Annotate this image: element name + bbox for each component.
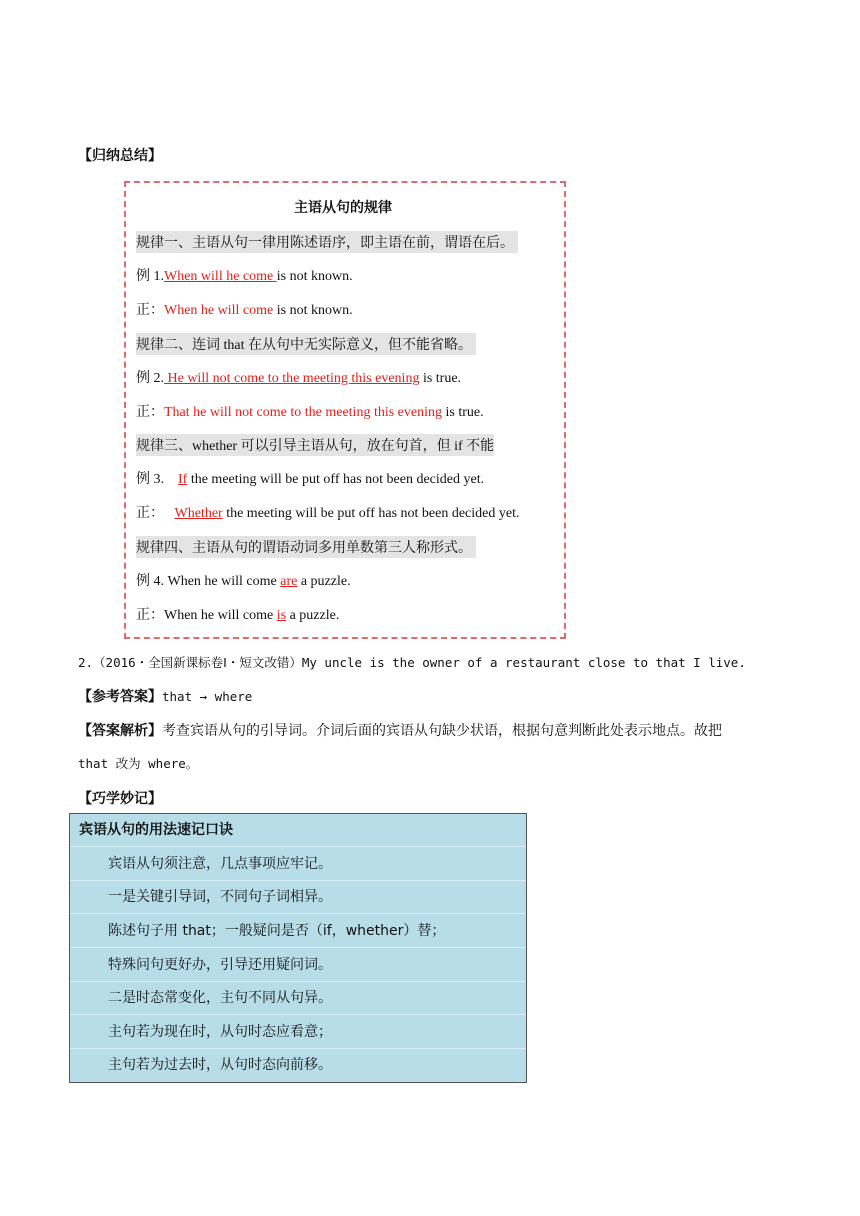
correction-2-fix: That he will not come to the meeting this evening [164, 405, 442, 420]
correction-3-rest: the meeting will be put off has not been decided yet. [222, 506, 520, 521]
example-1-error: When will he come [164, 269, 277, 284]
correction-1-prefix: 正： [136, 303, 164, 318]
example-2-rest: is true. [419, 371, 462, 386]
memo-line: 特殊问句更好办，引导还用疑问词。 [70, 949, 526, 982]
correction-3-prefix: 正： [136, 506, 175, 521]
memo-line: 主句若为过去时，从句时态向前移。 [108, 1057, 332, 1073]
example-3-rest: the meeting will be put off has not been decided yet. [187, 472, 485, 487]
answer-text: that → where [162, 689, 253, 704]
memo-line: 宾语从句须注意，几点事项应牢记。 [70, 848, 526, 881]
rule-1: 规律一、主语从句一律用陈述语序，即主语在前，谓语在后。 [136, 231, 518, 253]
example-1-rest: is not known. [276, 269, 353, 284]
memo-box [69, 813, 527, 1083]
correction-4-fix: is [276, 608, 287, 623]
example-2-prefix: 例 2. [136, 371, 164, 386]
analysis-text: 考查宾语从句的引导词。介词后面的宾语从句缺少状语，根据句意判断此处表示地点。故把 [162, 723, 722, 739]
correction-1-fix: When he will come [164, 303, 274, 318]
memo-line: 陈述句子用 that；一般疑问是否（if，whether）替； [70, 915, 526, 948]
analysis-text-continued: that 改为 where。 [78, 756, 199, 771]
correction-1 [136, 299, 353, 319]
example-4-error: are [280, 574, 298, 589]
correction-4-prefix: 正：When he will come [136, 608, 277, 623]
correction-2 [136, 401, 484, 421]
example-3-prefix: 例 3. [136, 472, 178, 487]
memo-title: 宾语从句的用法速记口诀 [70, 814, 526, 847]
memo-heading: 【巧学妙记】 [78, 791, 162, 807]
rule-3: 规律三、whether 可以引导主语从句，放在句首，但 if 不能 [136, 434, 494, 456]
memo-line: 主句若为现在时，从句时态应看意； [70, 1016, 526, 1049]
question-text: 2.（2016・全国新课标卷Ⅰ・短文改错）My uncle is the owner of a restaurant close to that I live. [78, 655, 746, 670]
example-3-error: If [178, 472, 188, 487]
memo-line: 一是关键引导词，不同句子词相异。 [70, 881, 526, 914]
example-1 [136, 265, 353, 285]
answer-line [78, 686, 252, 706]
analysis-label: 【答案解析】 [78, 723, 162, 739]
rule-2: 规律二、连词 that 在从句中无实际意义，但不能省略。 [136, 333, 476, 355]
answer-label: 【参考答案】 [78, 689, 162, 705]
correction-3 [136, 502, 519, 522]
example-4 [136, 570, 351, 590]
analysis-line [78, 720, 722, 740]
example-1-prefix: 例 1. [136, 269, 164, 284]
correction-3-fix: Whether [174, 506, 223, 521]
memo-line: 二是时态常变化，主句不同从句异。 [70, 982, 526, 1015]
correction-4-rest: a puzzle. [286, 608, 340, 623]
rules-box-title: 主语从句的规律 [294, 200, 392, 216]
correction-2-prefix: 正： [136, 405, 164, 420]
example-2 [136, 367, 461, 387]
example-4-prefix: 例 4. When he will come [136, 574, 281, 589]
example-3 [136, 468, 484, 488]
correction-4 [136, 604, 339, 624]
rule-4: 规律四、主语从句的谓语动词多用单数第三人称形式。 [136, 536, 476, 558]
correction-1-rest: is not known. [273, 303, 353, 318]
example-4-rest: a puzzle. [297, 574, 351, 589]
correction-2-rest: is true. [442, 405, 484, 420]
summary-heading: 【归纳总结】 [78, 148, 162, 164]
example-2-error: He will not come to the meeting this evening [164, 371, 420, 386]
